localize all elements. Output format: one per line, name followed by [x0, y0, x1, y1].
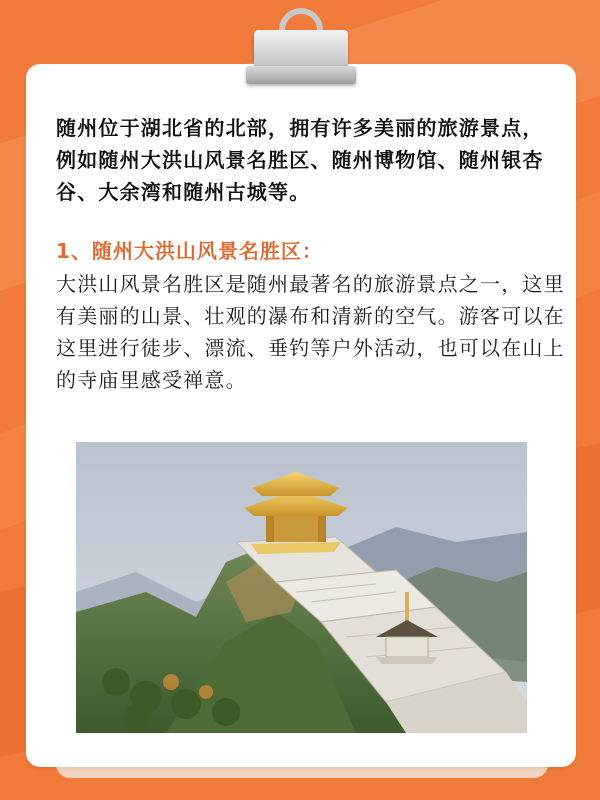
- dahongshan-temple-photo: [76, 442, 527, 733]
- intro-paragraph: 随州位于湖北省的北部，拥有许多美丽的旅游景点，例如随州大洪山风景名胜区、随州博物馆、随州银杏谷、大余湾和随州古城等。: [56, 116, 544, 204]
- clip-base: [246, 66, 356, 84]
- binder-clip-icon: [246, 8, 356, 88]
- clip-body: [254, 30, 348, 70]
- section-body: 大洪山风景名胜区是随州最著名的旅游景点之一，这里有美丽的山景、壮观的瀑布和清新的空气。游客可以在这里进行徒步、漂流、垂钓等户外活动，也可以在山上的寺庙里感受禅意。: [56, 272, 565, 392]
- section-heading: 1、随州大洪山风景名胜区：: [56, 239, 323, 263]
